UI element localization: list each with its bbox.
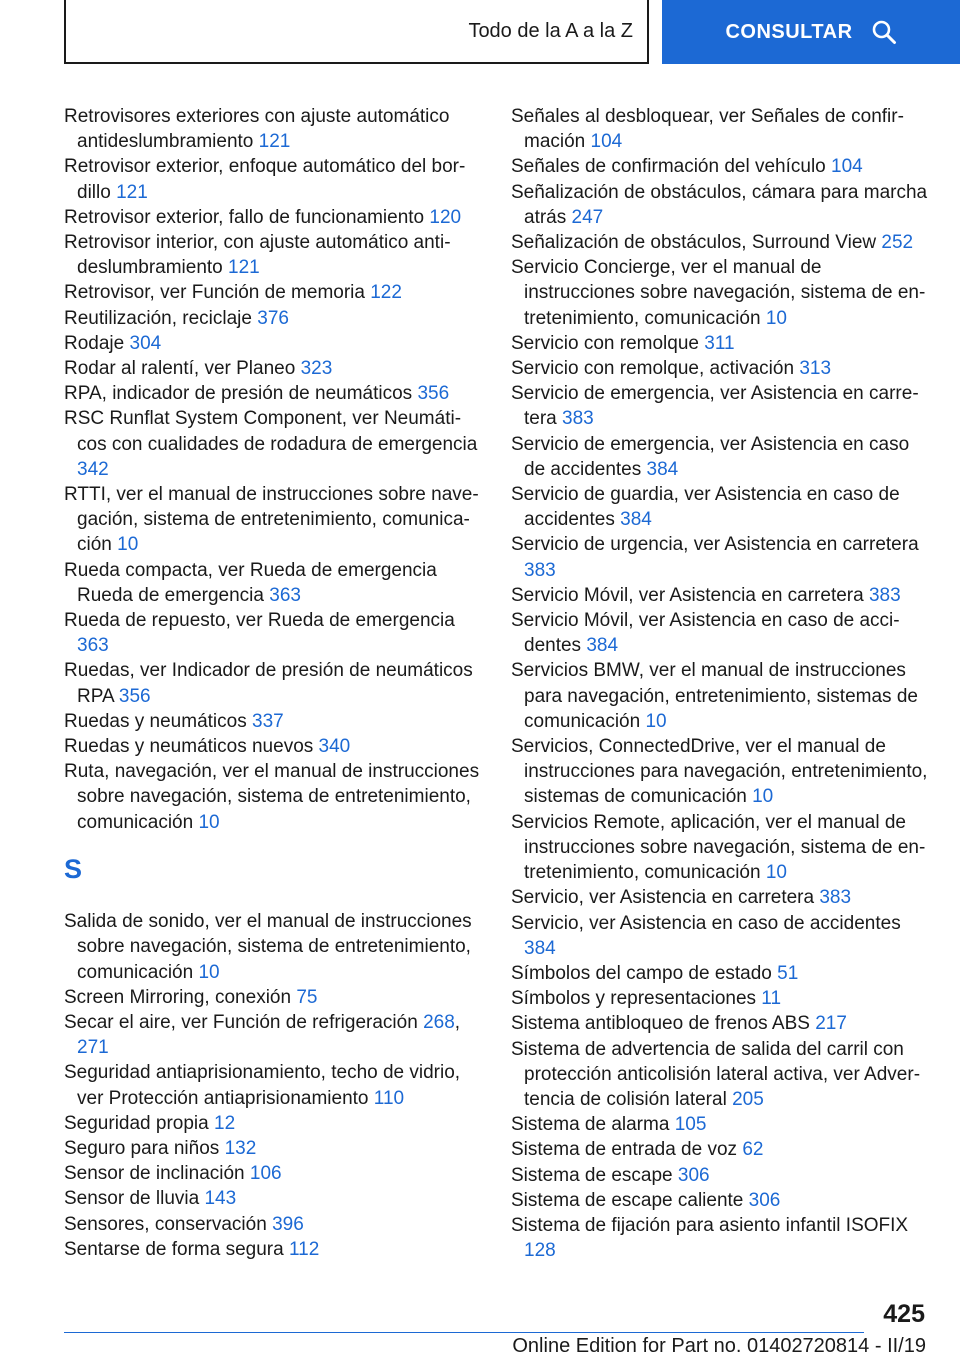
index-entry-text: Servicio, ver Asistencia en caso de accidentes — [511, 912, 901, 934]
index-entry-text: Sensor de lluvia — [64, 1188, 200, 1210]
index-entry-text: Secar el aire, ver Función de refrigeración — [64, 1011, 418, 1033]
page-link[interactable]: 311 — [704, 332, 735, 354]
page-link[interactable]: 304 — [129, 332, 162, 354]
index-entry-text: Servicio Móvil, ver Asistencia en carretera — [511, 584, 864, 606]
index-entry-text: Señalización de obstáculos, cámara para marcha atrás — [511, 181, 928, 228]
index-entry-text: Sistema de escape caliente — [511, 1189, 744, 1211]
index-entry-text: Retrovisor, ver Función de memoria — [64, 282, 365, 304]
index-entry-text: Retrovisores exteriores con ajuste automático antideslumbramiento — [64, 106, 450, 153]
index-entry-text: Seguro para niños — [64, 1137, 220, 1159]
footer-divider — [64, 1332, 864, 1333]
page-link[interactable]: 396 — [272, 1213, 304, 1235]
index-entry-text: Servicios BMW, ver el manual de instrucciones para navegación, entretenimiento, sistemas de comunicación — [511, 660, 918, 732]
index-entry — [511, 986, 931, 1011]
index-entry-text: Rueda de repuesto, ver Rueda de emergencia — [64, 610, 455, 632]
index-entry-text: Retrovisor exterior, fallo de funcionamiento — [64, 206, 425, 228]
page-link[interactable]: 205 — [732, 1088, 764, 1110]
index-entry — [64, 658, 484, 708]
index-entry-text: Retrovisor interior, con ajuste automático antideslumbramiento — [64, 232, 451, 279]
index-entry-text: Servicios Remote, aplicación, ver el manual de instrucciones sobre navegación, sistema de entretenimiento, comunicación — [511, 811, 926, 884]
index-entry-text: Servicio, ver Asistencia en carretera — [511, 887, 815, 909]
page-link[interactable]: 105 — [674, 1114, 707, 1136]
page-link[interactable]: 383 — [524, 559, 556, 581]
page-link[interactable]: 10 — [117, 534, 139, 556]
index-entry-text: Símbolos y representaciones — [511, 988, 757, 1010]
page-link[interactable]: 51 — [777, 962, 799, 984]
index-entry-text: RTTI, ver el manual de instrucciones sobre navegación, sistema de entretenimiento, comunicación — [64, 484, 479, 556]
tab-a-to-z[interactable] — [64, 0, 649, 64]
index-entry-text: Sensores, conservación — [64, 1213, 267, 1235]
index-entry: Secar el aire, ver Función de refrigeración 268, 271 — [64, 1011, 461, 1059]
page-link[interactable]: 110 — [373, 1087, 405, 1109]
index-entry — [64, 558, 484, 608]
index-entry-text: Servicio Concierge, ver el manual de instrucciones sobre navegación, sistema de entretenimiento, comunicación — [511, 257, 926, 329]
index-entry — [511, 1137, 931, 1162]
page-link[interactable]: 306 — [748, 1189, 781, 1211]
index-entry-text: Sistema antibloqueo de frenos ABS — [511, 1013, 810, 1035]
footer-edition: Online Edition for Part no. 01402720814 - II/19 — [512, 1335, 926, 1357]
index-entry — [64, 406, 484, 482]
page-link[interactable]: 252 — [881, 232, 914, 254]
index-entry — [511, 1188, 931, 1213]
index-entry-text: Sistema de alarma — [511, 1114, 670, 1136]
page-link[interactable]: 132 — [224, 1137, 257, 1159]
index-entry — [511, 885, 931, 910]
page-link[interactable]: 268 — [423, 1011, 455, 1033]
page-link[interactable]: 10 — [752, 786, 774, 808]
page-link[interactable]: 384 — [586, 635, 619, 657]
page-link[interactable]: 383 — [562, 408, 594, 430]
index-entry — [64, 909, 484, 985]
page-link[interactable]: 106 — [249, 1163, 282, 1185]
index-entry — [64, 104, 484, 154]
page-link[interactable]: 121 — [258, 131, 291, 153]
page-link[interactable]: 143 — [204, 1188, 237, 1210]
index-entry — [64, 759, 484, 835]
index-entry-text: Servicio de guardia, ver Asistencia en caso de accidentes — [511, 484, 900, 531]
index-entry-text: Sistema de entrada de voz — [511, 1139, 738, 1161]
page-link[interactable]: 384 — [646, 458, 679, 480]
index-entry — [511, 810, 931, 886]
index-entry-text: Sistema de fijación para asiento infantil ISOFIX — [511, 1214, 909, 1236]
index-entry-text: Sensor de inclinación — [64, 1163, 245, 1185]
page-link[interactable]: 247 — [571, 206, 604, 228]
index-entry — [64, 1237, 484, 1262]
index-entry-text: Servicio de urgencia, ver Asistencia en carretera — [511, 534, 919, 556]
page-link[interactable]: 363 — [77, 635, 109, 657]
index-entry-text: Retrovisor exterior, enfoque automático del bordillo — [64, 156, 466, 203]
page-link[interactable]: 12 — [214, 1112, 236, 1134]
page-link[interactable]: 384 — [524, 937, 556, 959]
index-entry-text: Sentarse de forma segura — [64, 1238, 284, 1260]
index-entry-text: Servicio con remolque, activación — [511, 358, 795, 380]
index-entry — [511, 583, 931, 608]
page-link[interactable]: 104 — [590, 131, 623, 153]
index-entry — [511, 230, 931, 255]
index-entry — [511, 180, 931, 230]
index-entry-text: Seguridad propia — [64, 1112, 209, 1134]
index-entry — [64, 1186, 484, 1211]
index-entry — [64, 985, 484, 1010]
index-entry-text: Señalización de obstáculos, Surround View — [511, 232, 877, 254]
index-entry — [511, 608, 931, 658]
index-entry — [511, 1011, 931, 1036]
index-entry — [511, 734, 931, 810]
page-link[interactable]: 313 — [799, 358, 832, 380]
index-entry — [64, 280, 484, 305]
index-entry-text: Símbolos del campo de estado — [511, 962, 772, 984]
page-link[interactable]: 323 — [300, 358, 333, 380]
index-entry — [64, 230, 484, 280]
index-entry — [64, 356, 484, 381]
index-entry — [64, 482, 484, 558]
index-entry — [64, 1212, 484, 1237]
index-entry — [64, 1136, 484, 1161]
page-link[interactable]: 356 — [118, 685, 151, 707]
index-entry-text: RSC Runflat System Component, ver Neumáticos con cualidades de rodadura de emergencia — [64, 408, 478, 455]
index-entry — [64, 734, 484, 759]
index-entry — [64, 1161, 484, 1186]
page-number: 425 — [883, 1300, 925, 1328]
index-entry-text: Servicio Móvil, ver Asistencia en caso de accidentes — [511, 610, 900, 657]
index-entry-text: Screen Mirroring, conexión — [64, 986, 292, 1008]
index-entry — [511, 1213, 931, 1263]
index-entry — [511, 1112, 931, 1137]
page-link[interactable]: 121 — [228, 257, 260, 279]
index-column-right — [511, 104, 931, 1263]
page-link[interactable]: 122 — [370, 282, 402, 304]
index-entry — [511, 356, 931, 381]
index-entry — [64, 1060, 484, 1110]
index-entry-text: Ruta, navegación, ver el manual de instrucciones sobre navegación, sistema de entretenimiento, comunicación — [64, 761, 480, 833]
index-entry — [64, 306, 484, 331]
index-entry — [511, 658, 931, 734]
index-entry-text: Señales de confirmación del vehículo — [511, 156, 826, 178]
page-link[interactable]: 10 — [198, 961, 220, 983]
index-entry — [511, 432, 931, 482]
page-link[interactable]: 337 — [252, 710, 284, 732]
search-icon — [871, 19, 897, 45]
index-entry — [64, 205, 484, 230]
index-entry-text: RPA, indicador de presión de neumáticos — [64, 383, 413, 405]
index-entry — [511, 154, 931, 179]
index-entry-text: Servicio con remolque — [511, 332, 699, 354]
page-link[interactable]: 112 — [288, 1238, 320, 1260]
page-link[interactable]: 62 — [742, 1139, 764, 1161]
index-entry-text: Rueda compacta, ver Rueda de emergencia Rueda de emergencia — [64, 559, 437, 606]
index-entry — [64, 381, 484, 406]
index-entry-text: Rodar al ralentí, ver Planeo — [64, 358, 296, 380]
index-entry — [64, 608, 484, 658]
page-link[interactable]: 75 — [296, 986, 318, 1008]
index-entry-text: Ruedas y neumáticos — [64, 710, 247, 732]
page-link[interactable]: 384 — [620, 509, 652, 531]
page-link[interactable]: 376 — [257, 307, 289, 329]
page-link[interactable]: 340 — [318, 736, 351, 758]
index-entry — [511, 482, 931, 532]
index-entry — [511, 255, 931, 331]
page-link[interactable]: 271 — [77, 1037, 109, 1059]
index-entry — [511, 381, 931, 431]
page-link[interactable]: 363 — [269, 584, 301, 606]
page-link[interactable]: 10 — [198, 811, 220, 833]
index-entry — [511, 961, 931, 986]
tab-consult-label: CONSULTAR — [725, 20, 853, 43]
page-link[interactable]: 383 — [868, 584, 901, 606]
index-entry — [64, 154, 484, 204]
tab-a-to-z-label: Todo de la A a la Z — [468, 19, 633, 42]
index-entry — [64, 331, 484, 356]
index-entry-text: Reutilización, reciclaje — [64, 307, 252, 329]
page-link[interactable]: 10 — [645, 710, 667, 732]
page-link[interactable]: 306 — [677, 1164, 710, 1186]
page-link[interactable]: 121 — [116, 181, 148, 203]
index-entry-text: Sistema de escape — [511, 1164, 673, 1186]
page-link[interactable]: 383 — [819, 887, 852, 909]
header-bar — [0, 0, 960, 66]
index-entry-text: Servicio de emergencia, ver Asistencia en caso de accidentes — [511, 433, 910, 480]
index-entry-text: Seguridad antiaprisionamiento, techo de vidrio, ver Protección antiaprisionamiento — [64, 1062, 461, 1109]
index-entry-text: Sistema de advertencia de salida del carril con protección anticolisión lateral activa, ver Advertencia de colisión lateral — [511, 1038, 921, 1110]
index-entry — [511, 1163, 931, 1188]
index-entry-text: Servicio de emergencia, ver Asistencia en carretera — [511, 383, 919, 430]
index-entry-text: Señales al desbloquear, ver Señales de confirmación — [511, 106, 904, 153]
tab-consult[interactable] — [662, 0, 960, 64]
index-entry-text: Salida de sonido, ver el manual de instrucciones sobre navegación, sistema de entretenimiento, comunicación — [64, 911, 472, 983]
index-entry-text: Ruedas, ver Indicador de presión de neumáticos RPA — [64, 660, 473, 707]
page-link[interactable]: 104 — [831, 156, 863, 178]
page-link[interactable]: 11 — [761, 988, 782, 1010]
section-letter: S — [64, 853, 83, 884]
index-entry — [64, 1111, 484, 1136]
index-entry — [64, 709, 484, 734]
index-entry-text: Ruedas y neumáticos nuevos — [64, 736, 314, 758]
page-link[interactable]: 120 — [429, 206, 462, 228]
index-entry — [511, 104, 931, 154]
page-link[interactable]: 356 — [417, 383, 450, 405]
page-link[interactable]: 128 — [524, 1240, 556, 1262]
index-entry — [511, 911, 931, 961]
page-link[interactable]: 342 — [77, 458, 109, 480]
index-entry-text: Servicios, ConnectedDrive, ver el manual de instrucciones para navegación, entretenimiento, sistemas de comunicación — [511, 736, 928, 808]
page-link[interactable]: 217 — [815, 1013, 847, 1035]
index-entry — [511, 331, 931, 356]
index-entry — [511, 1037, 931, 1113]
index-column-left — [64, 104, 484, 1262]
index-entry-text: Rodaje — [64, 332, 125, 354]
page-link[interactable]: 10 — [765, 862, 787, 884]
page-link[interactable]: 10 — [765, 307, 787, 329]
index-entry — [511, 532, 931, 582]
